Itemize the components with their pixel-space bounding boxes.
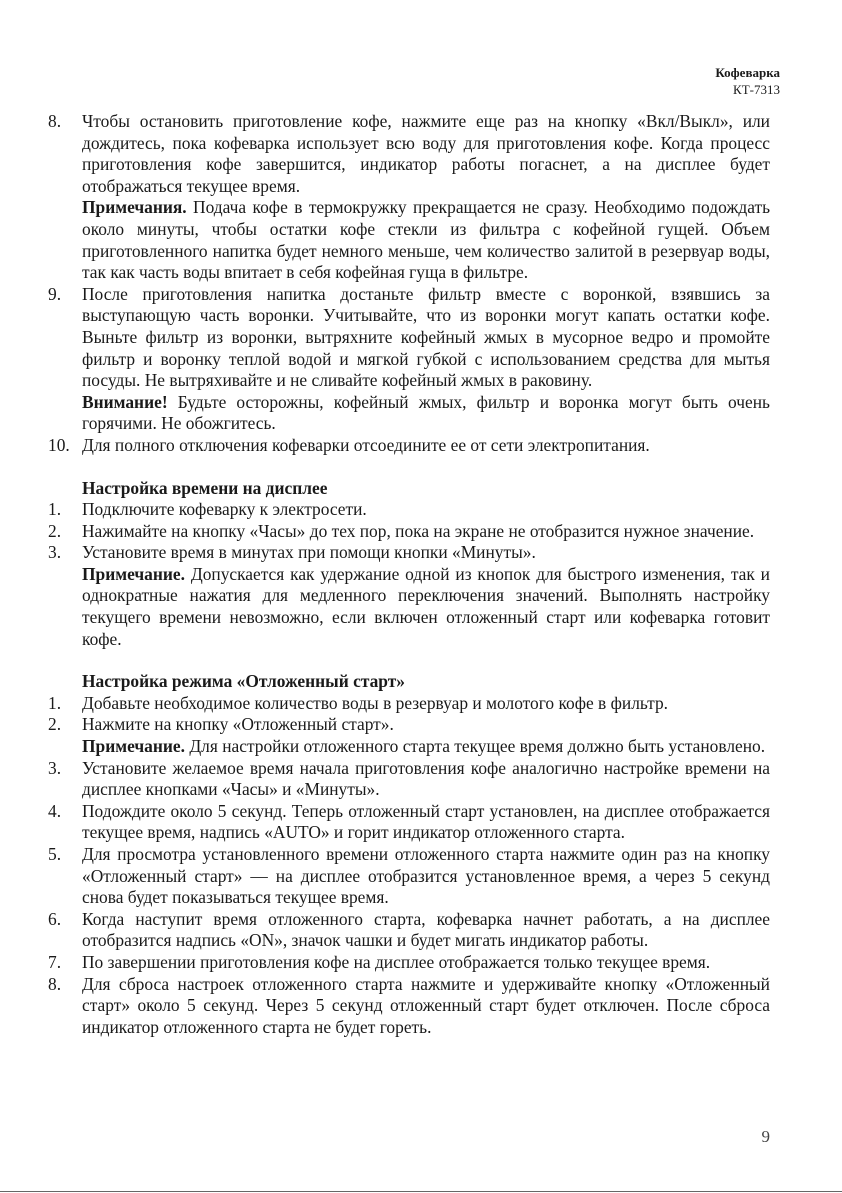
note-paragraph: Примечание. Допускается как удержание одной из кнопок для быстрого изменения, так и однократные нажатия для медленного переключения значений. Выполнять настройку текущего времени невозможно, если включен отложенный старт или кофеварка готовит кофе. [82,563,770,649]
list-item: 9. После приготовления напитка достаньте фильтр вместе с воронкой, взявшись за выступающую часть воронки. Учитывайте, что из воронки могут капать остатки кофе. Выньте фильтр из воронки, вытряхните кофейный жмых в мусорное ведро и промойте фильтр и воронку теплой водой и мягкой губкой с использованием средства для мытья посуды. Не вытряхивайте и не сливайте кофейный жмых в раковину. [48,283,770,391]
list-item: 3. Установите время в минутах при помощи кнопки «Минуты». [48,542,536,563]
section-heading: Настройка времени на дисплее [82,477,328,498]
list-item: 7. По завершении приготовления кофе на дисплее отображается только текущее время. [48,951,711,972]
page-header [715,64,780,98]
model-number: КТ-7313 [733,82,780,97]
list-item: 6. Когда наступит время отложенного старта, кофеварка начнет работать, а на дисплее отобразится надпись «ON», значок чашки и будет мигать индикатор работы. [48,908,770,951]
list-item: 10. Для полного отключения кофеварки отсоедините ее от сети электропитания. [48,434,650,455]
list-item: 2. Нажмите на кнопку «Отложенный старт». [48,714,394,735]
list-item: 8. Чтобы остановить приготовление кофе, нажмите еще раз на кнопку «Вкл/Выкл», или дождитесь, пока кофеварка использует всю воду для приготовления кофе. Когда процесс приготовления кофе завершится, индикатор работы погаснет, а на дисплее будет отображаться текущее время. [48,111,770,196]
document-body [48,111,770,1038]
warning-paragraph: Внимание! Будьте осторожны, кофейный жмых, фильтр и воронка могут быть очень горячими. Не обожгитесь. [82,391,770,434]
list-item: 1. Добавьте необходимое количество воды в резервуар и молотого кофе в фильтр. [48,692,668,713]
page-number: 9 [761,1127,770,1146]
section-heading: Настройка режима «Отложенный старт» [82,671,405,692]
list-item: 8. Для сброса настроек отложенного старта нажмите и удерживайте кнопку «Отложенный старт» около 5 секунд. Через 5 секунд отложенный старт будет отключен. После сброса индикатор отложенного старта не будет гореть. [48,973,770,1037]
list-item: 2. Нажимайте на кнопку «Часы» до тех пор, пока на экране не отобразится нужное значение. [48,520,755,541]
product-name: Кофеварка [715,65,780,80]
list-item: 4. Подождите около 5 секунд. Теперь отложенный старт установлен, на дисплее отображается текущее время, надпись «AUTO» и горит индикатор отложенного старта. [48,800,770,843]
note-paragraph: Примечание. Для настройки отложенного старта текущее время должно быть установлено. [82,736,766,757]
list-item: 5. Для просмотра установленного времени отложенного старта нажмите один раз на кнопку «Отложенный старт» — на дисплее отобразится установленное время, а через 5 секунд снова будет показываться текущее время. [48,844,770,908]
list-item: 1. Подключите кофеварку к электросети. [48,499,367,520]
note-paragraph: Примечания. Подача кофе в термокружку прекращается не сразу. Необходимо подождать около минуты, чтобы остатки кофе стекли из фильтра с кофейной гущей. Объем приготовленного напитка будет немного меньше, чем количество залитой в резервуар воды, так как часть воды впитает в себя кофейная гуща в фильтре. [82,197,770,283]
bottom-divider [0,1191,842,1192]
list-item: 3. Установите желаемое время начала приготовления кофе аналогично настройке времени на дисплее кнопками «Часы» и «Минуты». [48,757,770,800]
